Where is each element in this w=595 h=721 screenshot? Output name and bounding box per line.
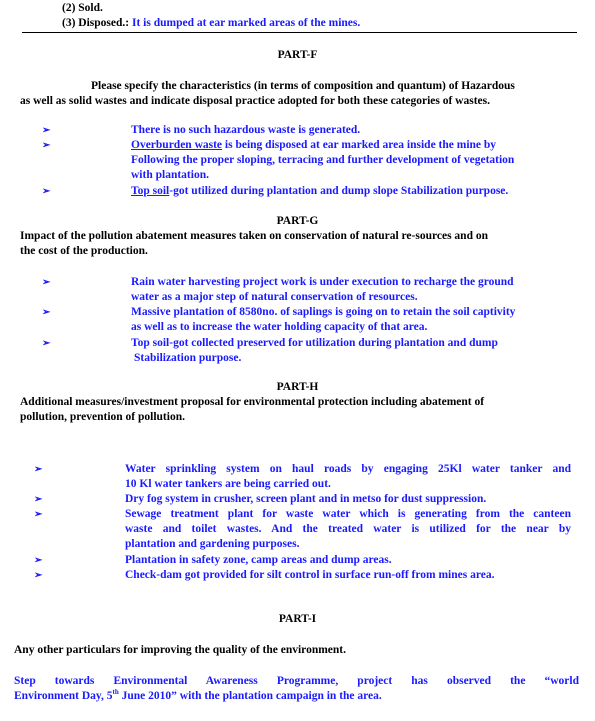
overburden-label: Overburden waste [131, 139, 223, 151]
divider [22, 32, 577, 33]
part-g-bullet-1-line1: Rain water harvesting project work is under execution to recharge the ground [131, 276, 514, 288]
arrow-bullet-icon: ➢ [34, 464, 43, 475]
part-h-bullet-3-line2: waste and toilet wastes. And the treated water is utilized for the near by [125, 523, 571, 535]
part-h-bullet-2: Dry fog system in crusher, screen plant and in metso for dust suppression. [125, 493, 487, 505]
part-f-bullet-2-line2: Following the proper sloping, terracing and further development of vegetation [131, 154, 515, 166]
part-i-answer-line2: Environment Day, 5th June 2010” with the plantation campaign in the area. [14, 688, 382, 702]
arrow-bullet-icon: ➢ [34, 509, 43, 520]
part-h-bullet-3-line1: Sewage treatment plant for waste water which is generating from the canteen [125, 508, 571, 520]
part-h-bullet-5: Check-dam got provided for silt control in surface run-off from mines area. [125, 569, 495, 581]
part-g-question-line2: the cost of the production. [20, 245, 148, 257]
part-g-bullet-2-line2: as well as to increase the water holding capacity of that area. [131, 321, 428, 333]
part-h-question-line2: pollution, prevention of pollution. [20, 411, 185, 423]
part-f-heading: PART-F [277, 49, 318, 61]
arrow-bullet-icon: ➢ [42, 307, 51, 318]
arrow-bullet-icon: ➢ [42, 277, 51, 288]
part-h-bullet-4: Plantation in safety zone, camp areas and dump areas. [125, 554, 392, 566]
part-g-bullet-3-line1: Top soil-got collected preserved for utilization during plantation and dump [131, 337, 498, 349]
part-h-bullet-3-line3: plantation and gardening purposes. [125, 538, 300, 550]
part-g-bullet-1-line2: water as a major step of natural conservation of resources. [131, 291, 418, 303]
part-i-heading: PART-I [278, 613, 317, 625]
arrow-bullet-icon: ➢ [42, 338, 51, 349]
arrow-bullet-icon: ➢ [34, 494, 43, 505]
sold-item: (2) Sold. [62, 2, 103, 14]
part-f-bullet-2-line3: with plantation. [131, 169, 209, 181]
disposed-item [62, 16, 360, 31]
part-h-bullet-1-line2: 10 Kl water tankers are being carried out. [125, 478, 331, 490]
arrow-bullet-icon: ➢ [42, 140, 51, 151]
part-g-bullet-3-line2: Stabilization purpose. [134, 352, 242, 364]
part-f-bullet-1: There is no such hazardous waste is generated. [131, 124, 361, 136]
part-g-bullet-2-line1: Massive plantation of 8580no. of saplings is going on to retain the soil captivity [131, 306, 516, 318]
part-i-question: Any other particulars for improving the quality of the environment. [14, 644, 347, 656]
arrow-bullet-icon: ➢ [34, 555, 43, 566]
part-f-question-line1: Please specify the characteristics (in terms of composition and quantum) of Hazardous [91, 80, 515, 92]
part-f-bullet-3: Top soil-got utilized during plantation and dump slope Stabilization purpose. [131, 185, 509, 197]
disposed-label: (3) Disposed.: [62, 17, 130, 29]
arrow-bullet-icon: ➢ [42, 125, 51, 136]
part-h-heading: PART-H [276, 381, 319, 393]
part-i-answer-line1: Step towards Environmental Awareness Programme, project has observed the “world [14, 675, 579, 687]
part-g-heading: PART-G [276, 215, 319, 227]
arrow-bullet-icon: ➢ [34, 570, 43, 581]
disposed-answer: It is dumped at ear marked areas of the mines. [131, 17, 361, 29]
part-h-question-line1: Additional measures/investment proposal for environmental protection including abatement of [20, 396, 485, 408]
arrow-bullet-icon: ➢ [42, 186, 51, 197]
top-soil-label: Top soil [131, 185, 170, 197]
part-g-question-line1: Impact of the pollution abatement measures taken on conservation of natural re-sources and on [20, 230, 488, 242]
part-h-bullet-1-line1: Water sprinkling system on haul roads by engaging 25Kl water tanker and [125, 463, 571, 475]
part-f-question-line2: as well as solid wastes and indicate disposal practice adopted for both these categories of wastes. [20, 95, 490, 107]
part-f-bullet-2: Overburden waste is being disposed at ear marked area inside the mine by [131, 139, 497, 151]
